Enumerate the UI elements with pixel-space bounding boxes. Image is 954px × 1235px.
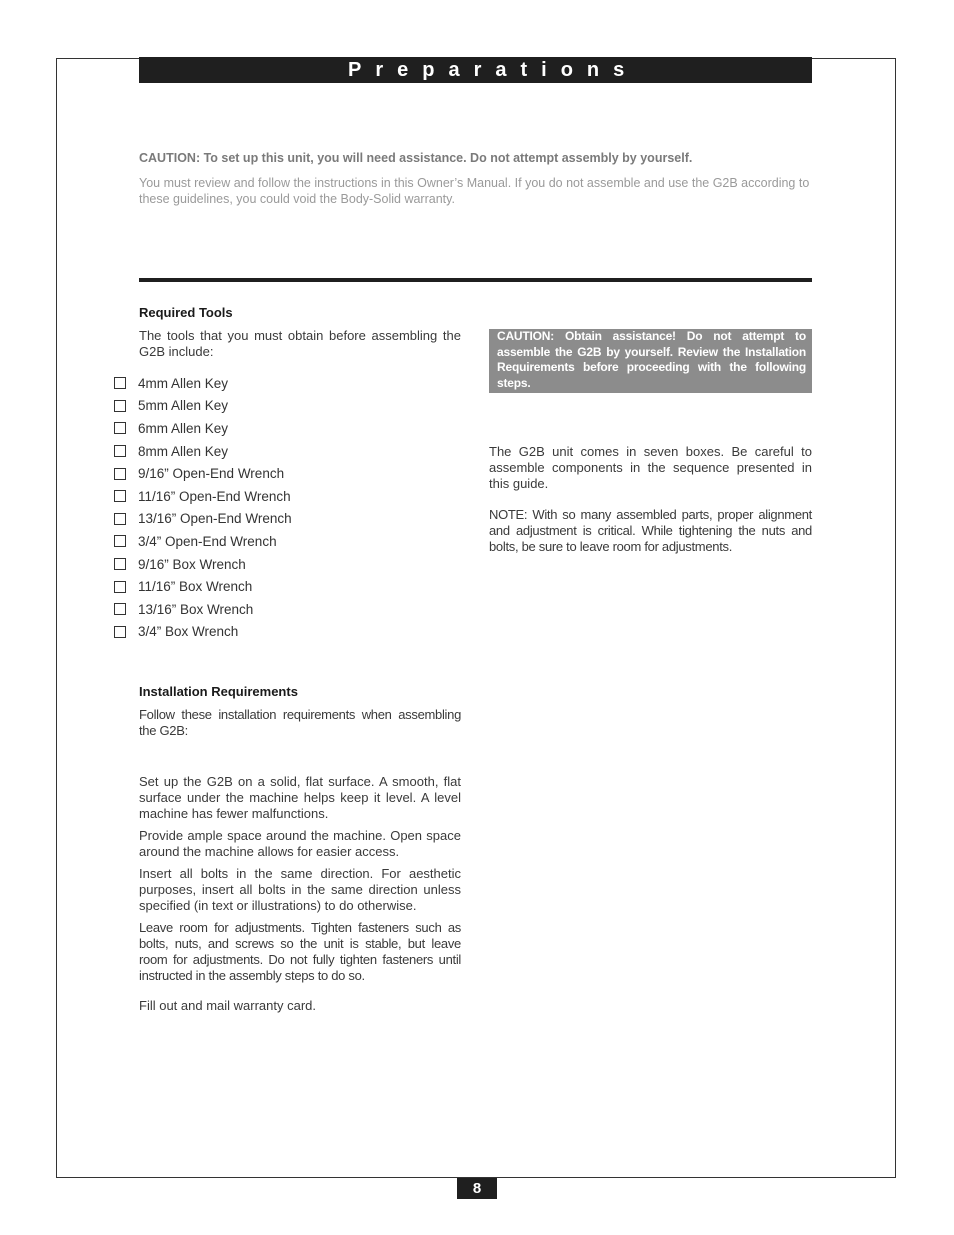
caution-box <box>489 329 812 393</box>
installation-item: Set up the G2B on a solid, flat surface. A smooth, flat surface under the machine helps keep it level. A level machine has fewer malfunctions. <box>139 774 461 821</box>
checkbox[interactable] <box>114 445 126 457</box>
checkbox[interactable] <box>114 626 126 638</box>
caution-heading: CAUTION: To set up this unit, you will need assistance. Do not attempt assembly by yourself. <box>139 151 693 165</box>
checkbox[interactable] <box>114 377 126 389</box>
tool-item[interactable] <box>114 553 292 576</box>
required-tools-intro: The tools that you must obtain before assembling the G2B include: <box>139 328 461 359</box>
tool-label: 13/16” Box Wrench <box>138 601 254 617</box>
tool-item[interactable] <box>114 485 292 508</box>
tool-label: 9/16” Open-End Wrench <box>138 466 285 482</box>
tool-label: 6mm Allen Key <box>138 420 229 436</box>
installation-item: Insert all bolts in the same direction. For aesthetic purposes, insert all bolts in the same direction unless specified (in text or illustrations) to do otherwise. <box>139 866 461 913</box>
checkbox[interactable] <box>114 603 126 615</box>
tool-item[interactable] <box>114 575 292 598</box>
boxes-paragraph: The G2B unit comes in seven boxes. Be careful to assemble components in the sequence presented in this guide. <box>489 444 812 491</box>
tool-item[interactable] <box>114 462 292 485</box>
checkbox[interactable] <box>114 558 126 570</box>
checkbox[interactable] <box>114 422 126 434</box>
tool-label: 11/16” Open-End Wrench <box>138 488 291 504</box>
tool-label: 4mm Allen Key <box>138 375 229 391</box>
installation-item: Leave room for adjustments. Tighten fasteners such as bolts, nuts, and screws so the unit is stable, but leave room for adjustments. Do not fully tighten fasteners until instructed in the assembly steps to do so. <box>139 920 461 983</box>
required-tools-heading: Required Tools <box>139 305 233 320</box>
tool-item[interactable] <box>114 621 292 644</box>
checkbox[interactable] <box>114 400 126 412</box>
installation-intro: Follow these installation requirements when assembling the G2B: <box>139 707 461 738</box>
checkbox[interactable] <box>114 513 126 525</box>
tool-label: 8mm Allen Key <box>138 443 229 459</box>
tool-label: 9/16” Box Wrench <box>138 556 246 572</box>
installation-item: Fill out and mail warranty card. <box>139 998 317 1013</box>
checkbox[interactable] <box>114 581 126 593</box>
tool-label: 5mm Allen Key <box>138 398 229 414</box>
tool-item[interactable] <box>114 372 292 395</box>
tool-label: 3/4” Box Wrench <box>138 624 239 640</box>
checkbox[interactable] <box>114 490 126 502</box>
caution-box-text: CAUTION: Obtain assistance! Do not attempt to assemble the G2B by yourself. Review the Installation Requirements before proceeding with the following steps. <box>497 329 806 390</box>
installation-heading: Installation Requirements <box>139 684 298 699</box>
tools-checklist <box>114 372 292 643</box>
tool-item[interactable] <box>114 417 292 440</box>
tool-item[interactable] <box>114 440 292 463</box>
tool-label: 11/16” Box Wrench <box>138 579 253 595</box>
checkbox[interactable] <box>114 468 126 480</box>
tool-item[interactable] <box>114 508 292 531</box>
caution-body: You must review and follow the instructions in this Owner’s Manual. If you do not assemble and use the G2B according to these guidelines, you could void the Body-Solid warranty. <box>139 176 810 206</box>
installation-item: Provide ample space around the machine. Open space around the machine allows for easier access. <box>139 828 461 859</box>
tool-label: 3/4” Open-End Wrench <box>138 533 277 549</box>
tool-item[interactable] <box>114 395 292 418</box>
page-title-bar <box>139 57 812 83</box>
page-number: 8 <box>457 1178 497 1199</box>
tool-item[interactable] <box>114 530 292 553</box>
tool-label: 13/16” Open-End Wrench <box>138 511 292 527</box>
tool-item[interactable] <box>114 598 292 621</box>
page-title: Preparations <box>348 59 639 81</box>
checkbox[interactable] <box>114 535 126 547</box>
note-paragraph: NOTE: With so many assembled parts, proper alignment and adjustment is critical. While tightening the nuts and bolts, be sure to leave room for adjustments. <box>489 507 812 554</box>
section-divider <box>139 278 812 282</box>
